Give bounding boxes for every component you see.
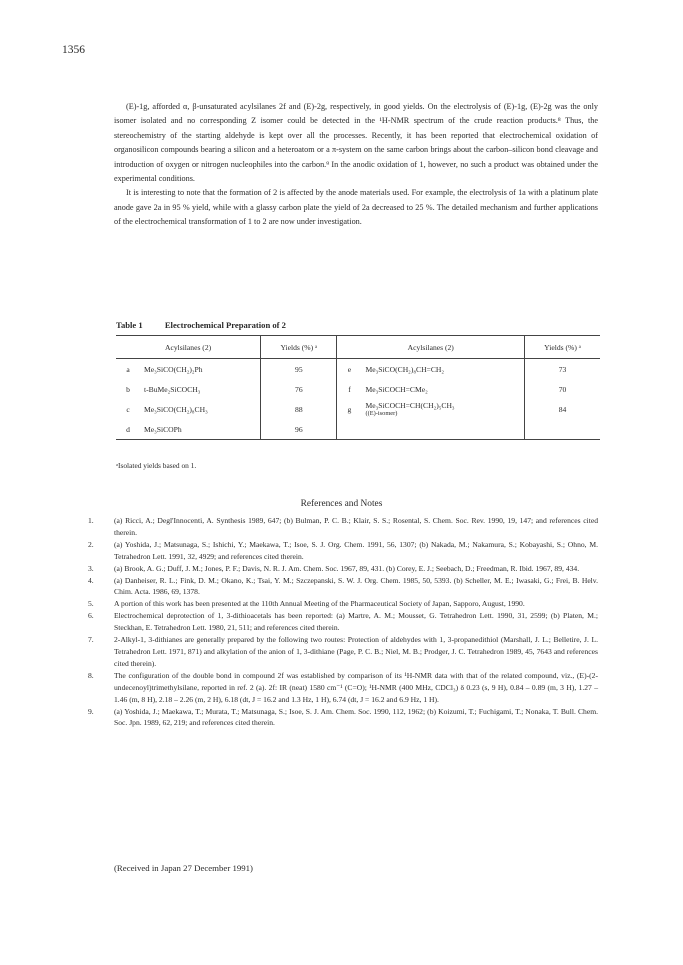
body-paragraph: It is interesting to note that the formation of 2 is affected by the anode materials used. For example, the electrolysis of 1a with a platinum plate anode gave 2a in 95 % yield, while with a glassy carbon plate the yield of 2a decreased to 25 %. The detailed mechanism and further applications of the electrochemical transformation of 1 to 2 are now under investigation. — [114, 188, 598, 227]
compound-formula: Me₃SiCOPh — [140, 419, 261, 440]
table-row — [116, 419, 600, 440]
reference-item — [84, 610, 598, 634]
received-date: (Received in Japan 27 December 1991) — [114, 863, 253, 873]
results-table — [116, 335, 600, 440]
column-header: Acylsilanes (2) — [337, 336, 525, 359]
reference-number: 5. — [88, 599, 94, 609]
yield-value: 70 — [558, 384, 567, 394]
entry-letter: b — [126, 384, 130, 394]
reference-item — [84, 670, 598, 706]
yield-value — [525, 419, 600, 440]
reference-text: The configuration of the double bond in compound 2f was established by comparison of its ¹H-NMR data with that of the related compound, viz., (E)-(2-undecenoyl)trimethylsilane, reported in ref. 2 (a). 2f: IR (neat) 1580 cm⁻¹ (C=O); ¹H-NMR (400 MHz, CDCl₃) δ 0.23 (s, 9 H), 0.84 – 0.89 (m, 3 H), 1.27 – 1.46 (m, 8 H), 2.18 – 2.26 (m, 2 H), 6.18 (dt, J = 16.2 and 1.3 Hz, 1 H), 6.74 (dt, J = 16.2 and 6.9 Hz, 1 H). — [114, 670, 598, 704]
column-header: Yields (%) ᵃ — [525, 336, 600, 359]
compound-formula — [361, 379, 524, 399]
table-label: Table 1 — [116, 320, 143, 330]
reference-text: (a) Brook, A. G.; Duff, J. M.; Jones, P. F.; Davis, N. R. J. Am. Chem. Soc. 1967, 89, 431. (b) Corey, E. J.; Seebach, D.; Freedman, R. Ibid. 1967, 89, 434. — [114, 563, 580, 573]
references-list — [84, 515, 598, 729]
yield-value: 96 — [261, 419, 337, 440]
reference-item — [84, 563, 598, 575]
reference-item — [84, 515, 598, 539]
entry-letter: a — [126, 364, 130, 374]
entry-letter: g — [347, 404, 352, 414]
entry-letter: c — [126, 404, 130, 414]
body-text — [114, 100, 598, 230]
table-footnote: ᵃIsolated yields based on 1. — [116, 461, 197, 470]
references-heading: References and Notes — [300, 499, 383, 509]
reference-text: (a) Yoshida, J.; Maekawa, T.; Murata, T.; Matsunaga, S.; Isoe, S. J. Am. Chem. Soc. 1990, 112, 1962; (b) Koizumi, T.; Fuchigami, T.; Nonaka, T. Bull. Chem. Soc. Jpn. 1989, 62, 219; and references cited therein. — [114, 706, 598, 728]
reference-text: (a) Danheiser, R. L.; Fink, D. M.; Okano, K.; Tsai, Y. M.; Szczepanski, S. W. J. Org. Chem. 1985, 50, 5393. (b) Scheller, M. E.; Iwasaki, G.; Frei, B. Helv. Chim. Acta. 1986, 69, 1378. — [114, 575, 598, 597]
reference-number: 6. — [88, 611, 94, 621]
yield-value: 88 — [261, 399, 337, 419]
compound-formula — [361, 359, 524, 380]
reference-number: 4. — [88, 575, 94, 585]
compound-formula: Me₃SiCO(CH₂)₈CH₃ — [140, 399, 261, 419]
reference-text: A portion of this work has been presented at the 110th Annual Meeting of the Pharmaceutical Society of Japan, Sapporo, August, 1990. — [114, 599, 525, 609]
reference-text: 2-Alkyl-1, 3-dithianes are generally prepared by the following two routes: Protection of aldehydes with 1, 3-propanedithiol (Marshall, J. L.; Belletire, J. L. Tetrahedron Lett. 1971, 871) and alkylation of the anion of 1, 3-dithiane (Page, P. C. B.; Niel, M. B.; Prodger, J. C. Tetrahedron 1989, 45, 7643 and references cited therein). — [114, 635, 598, 668]
isomer-note: ((E)-isomer) — [365, 409, 398, 417]
reference-number: 1. — [88, 516, 94, 525]
table-row — [116, 399, 600, 419]
reference-item — [84, 598, 598, 610]
yield-value: 95 — [261, 359, 337, 380]
table-row — [116, 359, 600, 380]
body-paragraph: (E)-1g, afforded α, β-unsaturated acylsilanes 2f and (E)-2g, respectively, in good yields. On the electrolysis of (E)-1g, (E)-2g was the only isomer isolated and no corresponding Z isomer could be detected in the ¹H-NMR spectrum of the crude reaction products.⁸ Thus, the stereochemistry of the starting aldehyde is kept over all the processes. Recently, it has been reported that electrochemical oxidation of organosilicon compounds bearing a silicon and a heteroatom or a π-system on the same carbon brings about the carbon–silicon bond cleavage and introduction of oxygen or nitrogen nucleophiles into the carbon.⁹ In the anodic oxidation of 1, however, no such a product was obtained under the experimental conditions. — [114, 102, 598, 184]
reference-number: 8. — [88, 670, 94, 680]
reference-item — [84, 575, 598, 599]
reference-text: Electrochemical deprotection of 1, 3-dithioacetals has been reported: (a) Martre, A. M.; Mousset, G. Tetrahedron Lett. 1990, 31, 2599; (b) Platen, M.; Steckhan, E. Tetrahedron Lett. 1980, 21, 511; and references cited therein. — [114, 611, 598, 633]
yield-value: 76 — [261, 379, 337, 399]
reference-item — [84, 539, 598, 563]
reference-text: (a) Yoshida, J.; Matsunaga, S.; Ishichi, Y.; Maekawa, T.; Isoe, S. J. Org. Chem. 1991, 56, 1307; (b) Nakada, M.; Nakamura, S.; Kobayashi, S.; Ohno, M. Tetrahedron Lett. 1991, 32, 4929; and references cited therein. — [114, 539, 598, 561]
entry-letter — [337, 419, 362, 440]
entry-letter: d — [116, 419, 140, 440]
column-header: Acylsilanes (2) — [116, 336, 261, 359]
entry-letter: e — [347, 364, 352, 374]
reference-item — [84, 634, 598, 670]
entry-letter: f — [348, 384, 351, 394]
compound-formula — [361, 419, 524, 440]
reference-number: 3. — [88, 563, 94, 573]
page-number: 1356 — [62, 44, 85, 56]
compound-formula: Me₃SiCO(CH₂)₂Ph — [140, 359, 261, 380]
yield-value: 84 — [558, 404, 567, 414]
reference-text: (a) Ricci, A.; Degl'Innocenti, A. Synthesis 1989, 647; (b) Bulman, P. C. B.; Klair, S. S.; Rosental, S. Chem. Soc. Rev. 1990, 19, 147; and references cited therein. — [114, 516, 598, 537]
table-header-row — [116, 336, 600, 359]
compound-formula-text: Me₃SiCOCH=CMe₂ — [365, 384, 428, 394]
reference-number: 7. — [88, 635, 94, 645]
column-header: Yields (%) ᵃ — [261, 336, 337, 359]
table-title: Electrochemical Preparation of 2 — [164, 320, 286, 330]
compound-formula-text: Me₃SiCO(CH₂)₈CH=CH₂ — [365, 364, 445, 374]
compound-formula: t-BuMe₂SiCOCH₃ — [140, 379, 261, 399]
reference-number: 2. — [88, 539, 94, 549]
reference-item — [84, 706, 598, 730]
yield-value: 73 — [558, 364, 567, 374]
table-row — [116, 379, 600, 399]
table-caption — [116, 320, 286, 330]
compound-formula — [361, 399, 524, 419]
reference-number: 9. — [88, 706, 94, 716]
compound-formula-text: Me₃SiCOCH=CH(CH₂)₅CH₃ — [365, 400, 455, 410]
